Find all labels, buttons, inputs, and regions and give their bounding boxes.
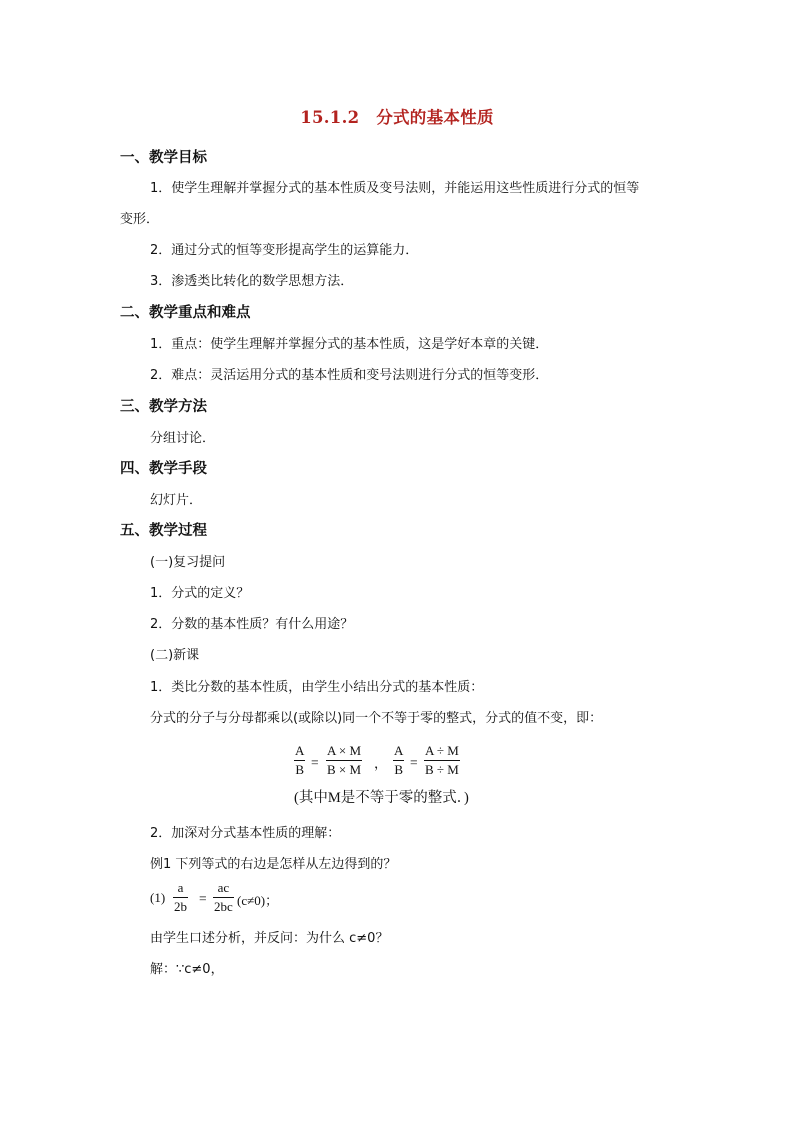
section-heading-process: 五、教学过程 <box>120 523 207 539</box>
key-point-item-1: 1．重点：使学生理解并掌握分式的基本性质，这是学好本章的关键． <box>150 337 549 352</box>
section-heading-methods: 三、教学方法 <box>120 399 207 415</box>
item-label: (1) <box>150 890 166 905</box>
objective-item-3: 3．渗透类比转化的数学思想方法． <box>150 274 354 289</box>
page-title: 15.1.2 分式的基本性质 <box>300 108 494 127</box>
objective-item-1-cont: 变形． <box>120 212 160 227</box>
objective-item-2: 2．通过分式的恒等变形提高学生的运算能力． <box>150 243 419 258</box>
analysis-text: 由学生口述分析，并反问：为什么 c≠0？ <box>150 931 389 946</box>
fraction-am-over-bm <box>326 743 362 777</box>
denominator: B × M <box>327 762 362 777</box>
objective-item-1: 1．使学生理解并掌握分式的基本性质及变号法则，并能运用这些性质进行分式的恒等 <box>150 181 640 196</box>
new-lesson-point-2: 2．加深对分式基本性质的理解： <box>150 826 341 841</box>
section-heading-tools: 四、教学手段 <box>120 461 207 477</box>
section-heading-objectives: 一、教学目标 <box>120 150 207 166</box>
numerator: A ÷ M <box>425 743 459 758</box>
fraction-a-div-m-over-b-div-m <box>424 743 460 777</box>
equals-sign: = <box>410 755 418 770</box>
denominator: 2b <box>174 899 187 914</box>
subsection-review: (一)复习提问 <box>150 555 226 570</box>
numerator: A <box>394 743 404 758</box>
fraction-rule-text: 分式的分子与分母都乘以(或除以)同一个不等于零的整式，分式的值不变，即： <box>150 711 603 726</box>
denominator: B ÷ M <box>425 762 459 777</box>
formula-note: (其中M是不等于零的整式．) <box>294 790 469 806</box>
fraction-a-over-2b <box>173 880 188 914</box>
numerator: ac <box>217 880 230 895</box>
key-point-item-2: 2．难点：灵活运用分式的基本性质和变号法则进行分式的恒等变形． <box>150 368 549 383</box>
denominator: B <box>295 762 305 777</box>
new-lesson-point-1: 1．类比分数的基本性质，由学生小结出分式的基本性质： <box>150 680 484 695</box>
denominator: 2bc <box>214 899 233 914</box>
subsection-new-lesson: (二)新课 <box>150 648 200 663</box>
numerator: A <box>295 743 305 758</box>
tools-body: 幻灯片． <box>150 493 203 508</box>
denominator: B <box>394 762 404 777</box>
fraction-ac-over-2bc <box>213 880 234 914</box>
review-question-1: 1．分式的定义？ <box>150 586 250 601</box>
review-question-2: 2．分数的基本性质？有什么用途？ <box>150 617 354 632</box>
methods-body: 分组讨论． <box>150 431 216 446</box>
equals-sign: = <box>311 755 319 770</box>
fraction-a-over-b-2 <box>393 743 404 777</box>
fraction-a-over-b <box>294 743 305 777</box>
section-heading-key-points: 二、教学重点和难点 <box>120 305 251 321</box>
condition: (c≠0)； <box>237 893 279 908</box>
solution-text: 解：∵c≠0， <box>150 962 224 977</box>
numerator: A × M <box>327 743 362 758</box>
numerator: a <box>177 880 184 895</box>
example-1-prompt: 例1 下列等式的右边是怎样从左边得到的？ <box>150 857 397 872</box>
comma: ， <box>374 756 388 771</box>
equals-sign: = <box>199 891 207 906</box>
